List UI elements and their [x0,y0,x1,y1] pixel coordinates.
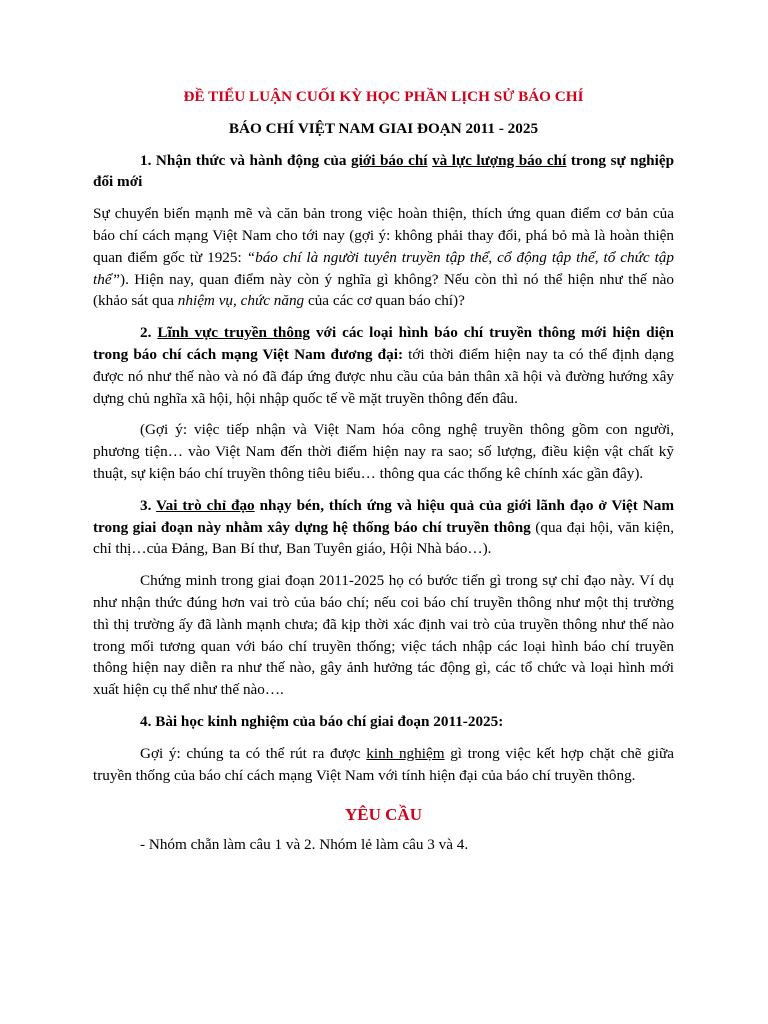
q4-body-text: Gợi ý: chúng ta có thể rút ra được [140,744,367,762]
q1-underlined-term-1: giới báo chí [350,151,428,169]
q4-underlined-term: kinh nghiệm [366,744,445,762]
question-2-hint: (Gợi ý: việc tiếp nhận và Việt Nam hóa công nghệ truyền thông gồm con người, phương tiện… vào Việt Nam đến thời điểm hiện nay ra sao; số lượng, điều kiện vật chất kỹ thuật, sự kiện báo chí truyền thông tiêu biểu… thông qua các thống kê chính xác gần đây). [93,421,674,482]
q1-body-text-2: ). Hiện nay, quan điểm này còn ý nghĩa gì không? Nếu còn thì nó thể hiện như thế nào (khảo sát qua [93,270,674,310]
requirements-item: - Nhóm chẵn làm câu 1 và 2. Nhóm lẻ làm câu 3 và 4. [140,836,469,854]
q1-italic-term: nhiệm vụ, chức năng [177,292,305,310]
requirements-heading: YÊU CẦU [345,805,422,825]
question-1-heading [93,150,674,194]
q2-body-text: tới thời điểm hiện nay ta có thể định dạng được nó như thế nào và nó đã đáp ứng được nhu cầu của bản thân xã hội và đường hướng xây dựng chủ nghĩa xã hội, hội nhập quốc tế về mặt truyền thông đến đâu. [93,345,674,407]
q4-heading-text: 4. Bài học kinh nghiệm của báo chí giai đoạn 2011-2025: [140,712,504,730]
q3-heading-text: nhạy bén, thích ứng và hiệu quả của giới lãnh đạo ở Việt Nam trong giai đoạn này nhằm xây dựng hệ thống báo chí truyền thông [93,496,674,536]
question-4-body [93,743,674,787]
q2-heading-text: với các loại hình báo chí truyền thông mới hiện diện trong báo chí cách mạng Việt Nam đương đại: [93,324,674,363]
q3-number: 3. [140,496,157,514]
q1-body-text-3: của các cơ quan báo chí)? [304,292,465,310]
document-body [93,86,674,856]
q3-body-text: (qua đại hội, văn kiện, chỉ thị…của Đảng, Ban Bí thư, Ban Tuyên giáo, Hội Nhà báo…). [93,518,674,558]
q1-heading-end: trong sự nghiệp đổi mới [93,151,675,191]
question-1-body [93,203,674,312]
document-title: ĐỀ TIỂU LUẬN CUỐI KỲ HỌC PHẦN LỊCH SỬ BÁO CHÍ [183,88,584,105]
question-4-heading [93,711,674,733]
question-3-detail: Chứng minh trong giai đoạn 2011-2025 họ có bước tiến gì trong sự chỉ đạo này. Ví dụ như nhận thức đúng hơn vai trò của báo chí; nếu coi báo chí truyền thông như một thị trường thì thị trường ấy đã lành mạnh chưa; đã kịp thời xác định vai trò của truyền thông như thế nào trong mối tương quan với báo chí truyền thống; việc tách nhập các loại hình báo chí truyền thông hiện nay diễn ra như thế nào, gây ảnh hưởng tác động gì, các tổ chức và loại hình mới xuất hiện cụ thể như thế nào…. [93,572,674,699]
q2-number: 2. [140,324,158,342]
q1-quote: “báo chí là người tuyên truyền tập thể, cổ động tập thể, tổ chức tập thể” [93,248,674,288]
q1-heading-text: 1. Nhận thức và hành động của [140,151,351,169]
question-2 [93,322,674,409]
question-3 [93,495,674,560]
document-subtitle: BÁO CHÍ VIỆT NAM GIAI ĐOẠN 2011 - 2025 [228,119,539,137]
q3-underlined-term: Vai trò chỉ đạo [156,496,255,514]
q1-body-text: Sự chuyển biến mạnh mẽ và căn bản trong việc hoàn thiện, thích ứng quan điểm cơ bản của báo chí cách mạng Việt Nam cho tới nay (gợi ý: không phải thay đổi, phá bỏ mà là hoàn thiện quan điểm gốc từ 1925: [93,205,674,266]
q2-underlined-term: Lĩnh vực truyền thông [157,324,310,342]
q4-body-text-2: gì trong việc kết hợp chặt chẽ giữa truyền thống của báo chí cách mạng Việt Nam với tính hiện đại của báo chí truyền thông. [93,744,674,784]
q1-underlined-term-2: và lực lượng báo chí [432,151,567,169]
